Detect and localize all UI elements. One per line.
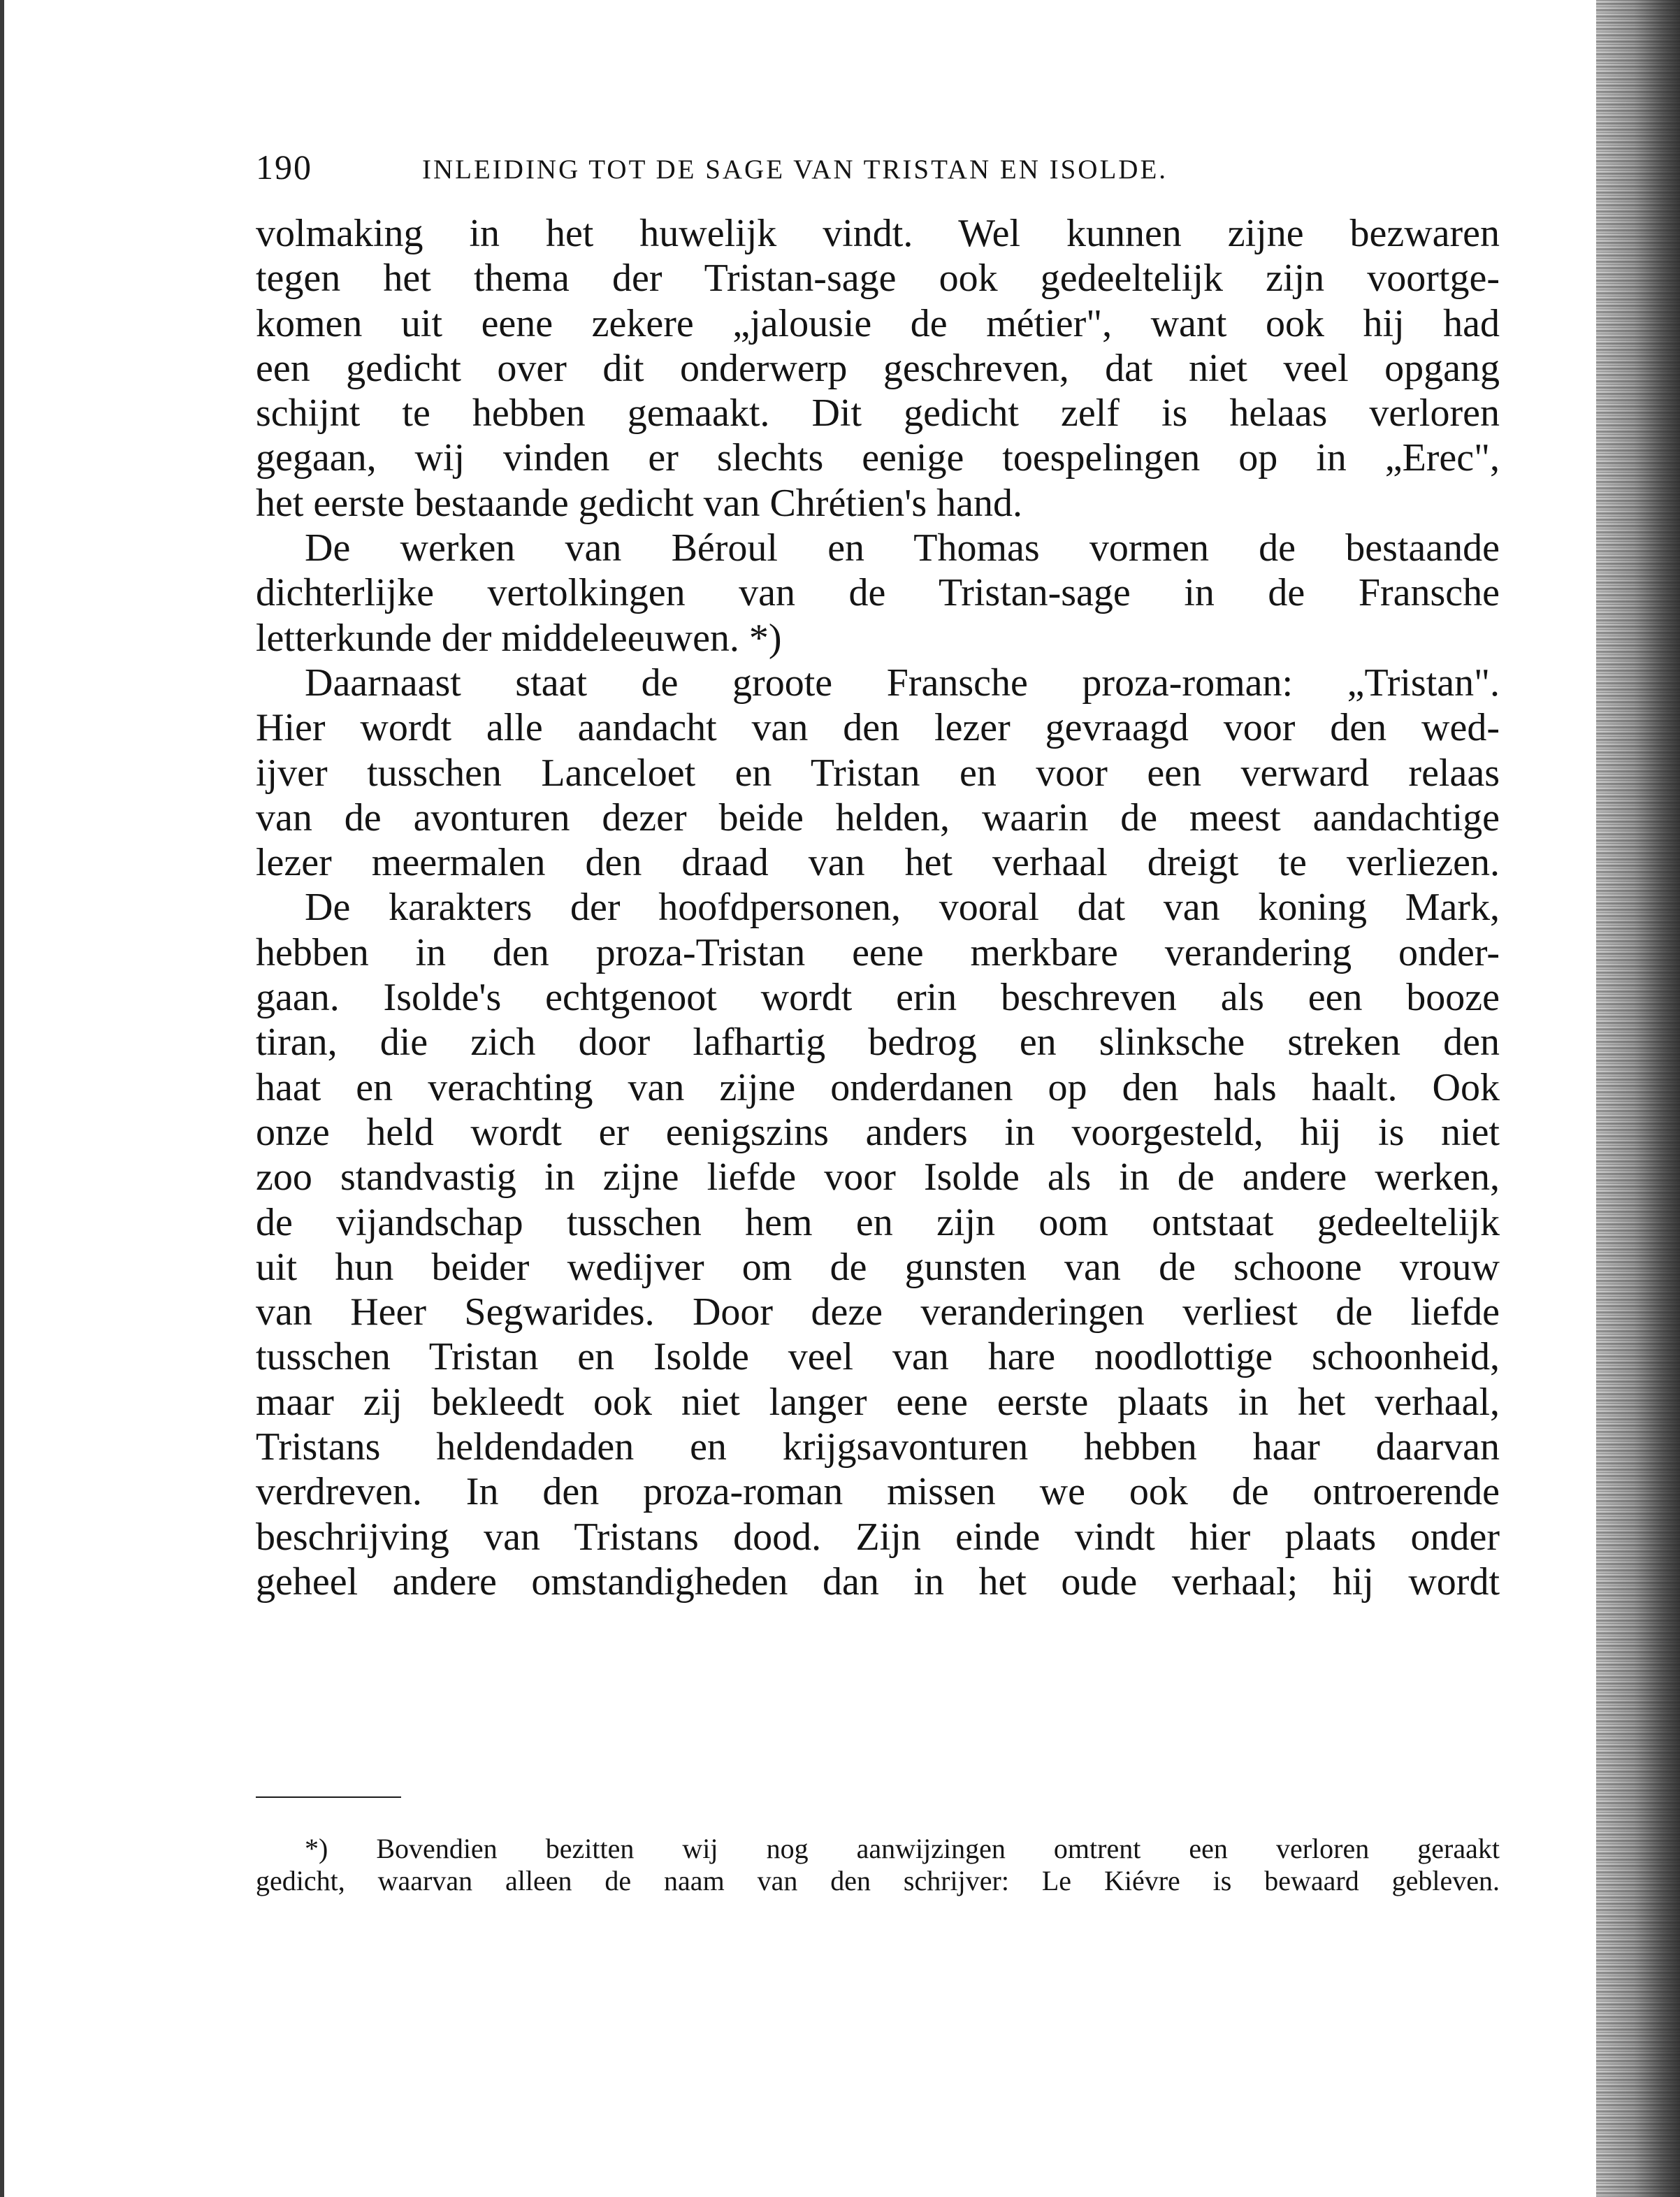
text-line: Hier wordt alle aandacht van den lezer gevraagd voor den wed- <box>256 706 1500 750</box>
text-line: volmaking in het huwelijk vindt. Wel kunnen zijne bezwaren <box>256 212 1500 255</box>
footnote-line: gedicht, waarvan alleen de naam van den schrijver: Le Kiévre is bewaard gebleven. <box>256 1865 1500 1896</box>
footnote <box>256 1833 1500 1897</box>
running-title: INLEIDING TOT DE SAGE VAN TRISTAN EN ISOLDE. <box>422 154 1168 185</box>
text-line: tiran, die zich door lafhartig bedrog en slinksche streken den <box>256 1021 1500 1065</box>
body-text <box>256 211 1500 1604</box>
text-line: tegen het thema der Tristan-sage ook gedeeltelijk zijn voortge- <box>256 257 1500 301</box>
text-line: verdreven. In den proza-roman missen we ook de ontroerende <box>256 1470 1500 1514</box>
text-line: Tristans heldendaden en krijgsavonturen hebben haar daarvan <box>256 1425 1500 1469</box>
text-line: hebben in den proza-Tristan eene merkbare verandering onder- <box>256 930 1500 974</box>
text-line: een gedicht over dit onderwerp geschreven, dat niet veel opgang <box>256 346 1500 390</box>
text-line: het eerste bestaande gedicht van Chrétien's hand. <box>256 481 1023 525</box>
footnote-rule <box>256 1796 401 1798</box>
text-line: De karakters der hoofdpersonen, vooral dat van koning Mark, <box>305 886 1500 930</box>
text-line: gegaan, wij vinden er slechts eenige toespelingen op in „Erec", <box>256 436 1500 480</box>
running-head <box>256 147 1507 189</box>
text-line: letterkunde der middeleeuwen. *) <box>256 616 782 660</box>
text-line: haat en verachting van zijne onderdanen op den hals haalt. Ook <box>256 1065 1500 1109</box>
footnote-line: *) Bovendien bezitten wij nog aanwijzingen omtrent een verloren geraakt <box>305 1833 1500 1864</box>
text-line: dichterlijke vertolkingen van de Tristan-sage in de Fransche <box>256 571 1500 615</box>
text-line: lezer meermalen den draad van het verhaal dreigt te verliezen. <box>256 841 1500 885</box>
text-line: van Heer Segwarides. Door deze veranderingen verliest de liefde <box>256 1290 1500 1334</box>
text-line: beschrijving van Tristans dood. Zijn einde vindt hier plaats onder <box>256 1515 1500 1559</box>
text-line: uit hun beider wedijver om de gunsten van de schoone vrouw <box>256 1245 1500 1289</box>
text-line: maar zij bekleedt ook niet langer eene eerste plaats in het verhaal, <box>256 1380 1500 1424</box>
text-line: van de avonturen dezer beide helden, waarin de meest aandachtige <box>256 795 1500 840</box>
scan-left-edge <box>0 0 4 2197</box>
text-line: gaan. Isolde's echtgenoot wordt erin beschreven als een booze <box>256 976 1500 1020</box>
text-line: de vijandschap tusschen hem en zijn oom ontstaat gedeeltelijk <box>256 1200 1500 1244</box>
text-line: onze held wordt er eenigszins anders in voorgesteld, hij is niet <box>256 1110 1500 1154</box>
text-line: zoo standvastig in zijne liefde voor Isolde als in de andere werken, <box>256 1155 1500 1200</box>
text-line: komen uit eene zekere „jalousie de métier", want ook hij had <box>256 301 1500 345</box>
scan-right-edge <box>1596 0 1680 2197</box>
page-number: 190 <box>256 147 312 187</box>
text-line: Daarnaast staat de groote Fransche proza-roman: „Tristan". <box>305 661 1500 705</box>
text-line: De werken van Béroul en Thomas vormen de bestaande <box>305 526 1500 570</box>
text-line: geheel andere omstandigheden dan in het oude verhaal; hij wordt <box>256 1559 1500 1604</box>
text-line: schijnt te hebben gemaakt. Dit gedicht zelf is helaas verloren <box>256 391 1500 435</box>
text-line: ijver tusschen Lanceloet en Tristan en voor een verward relaas <box>256 751 1500 795</box>
text-line: tusschen Tristan en Isolde veel van hare noodlottige schoonheid, <box>256 1335 1500 1379</box>
